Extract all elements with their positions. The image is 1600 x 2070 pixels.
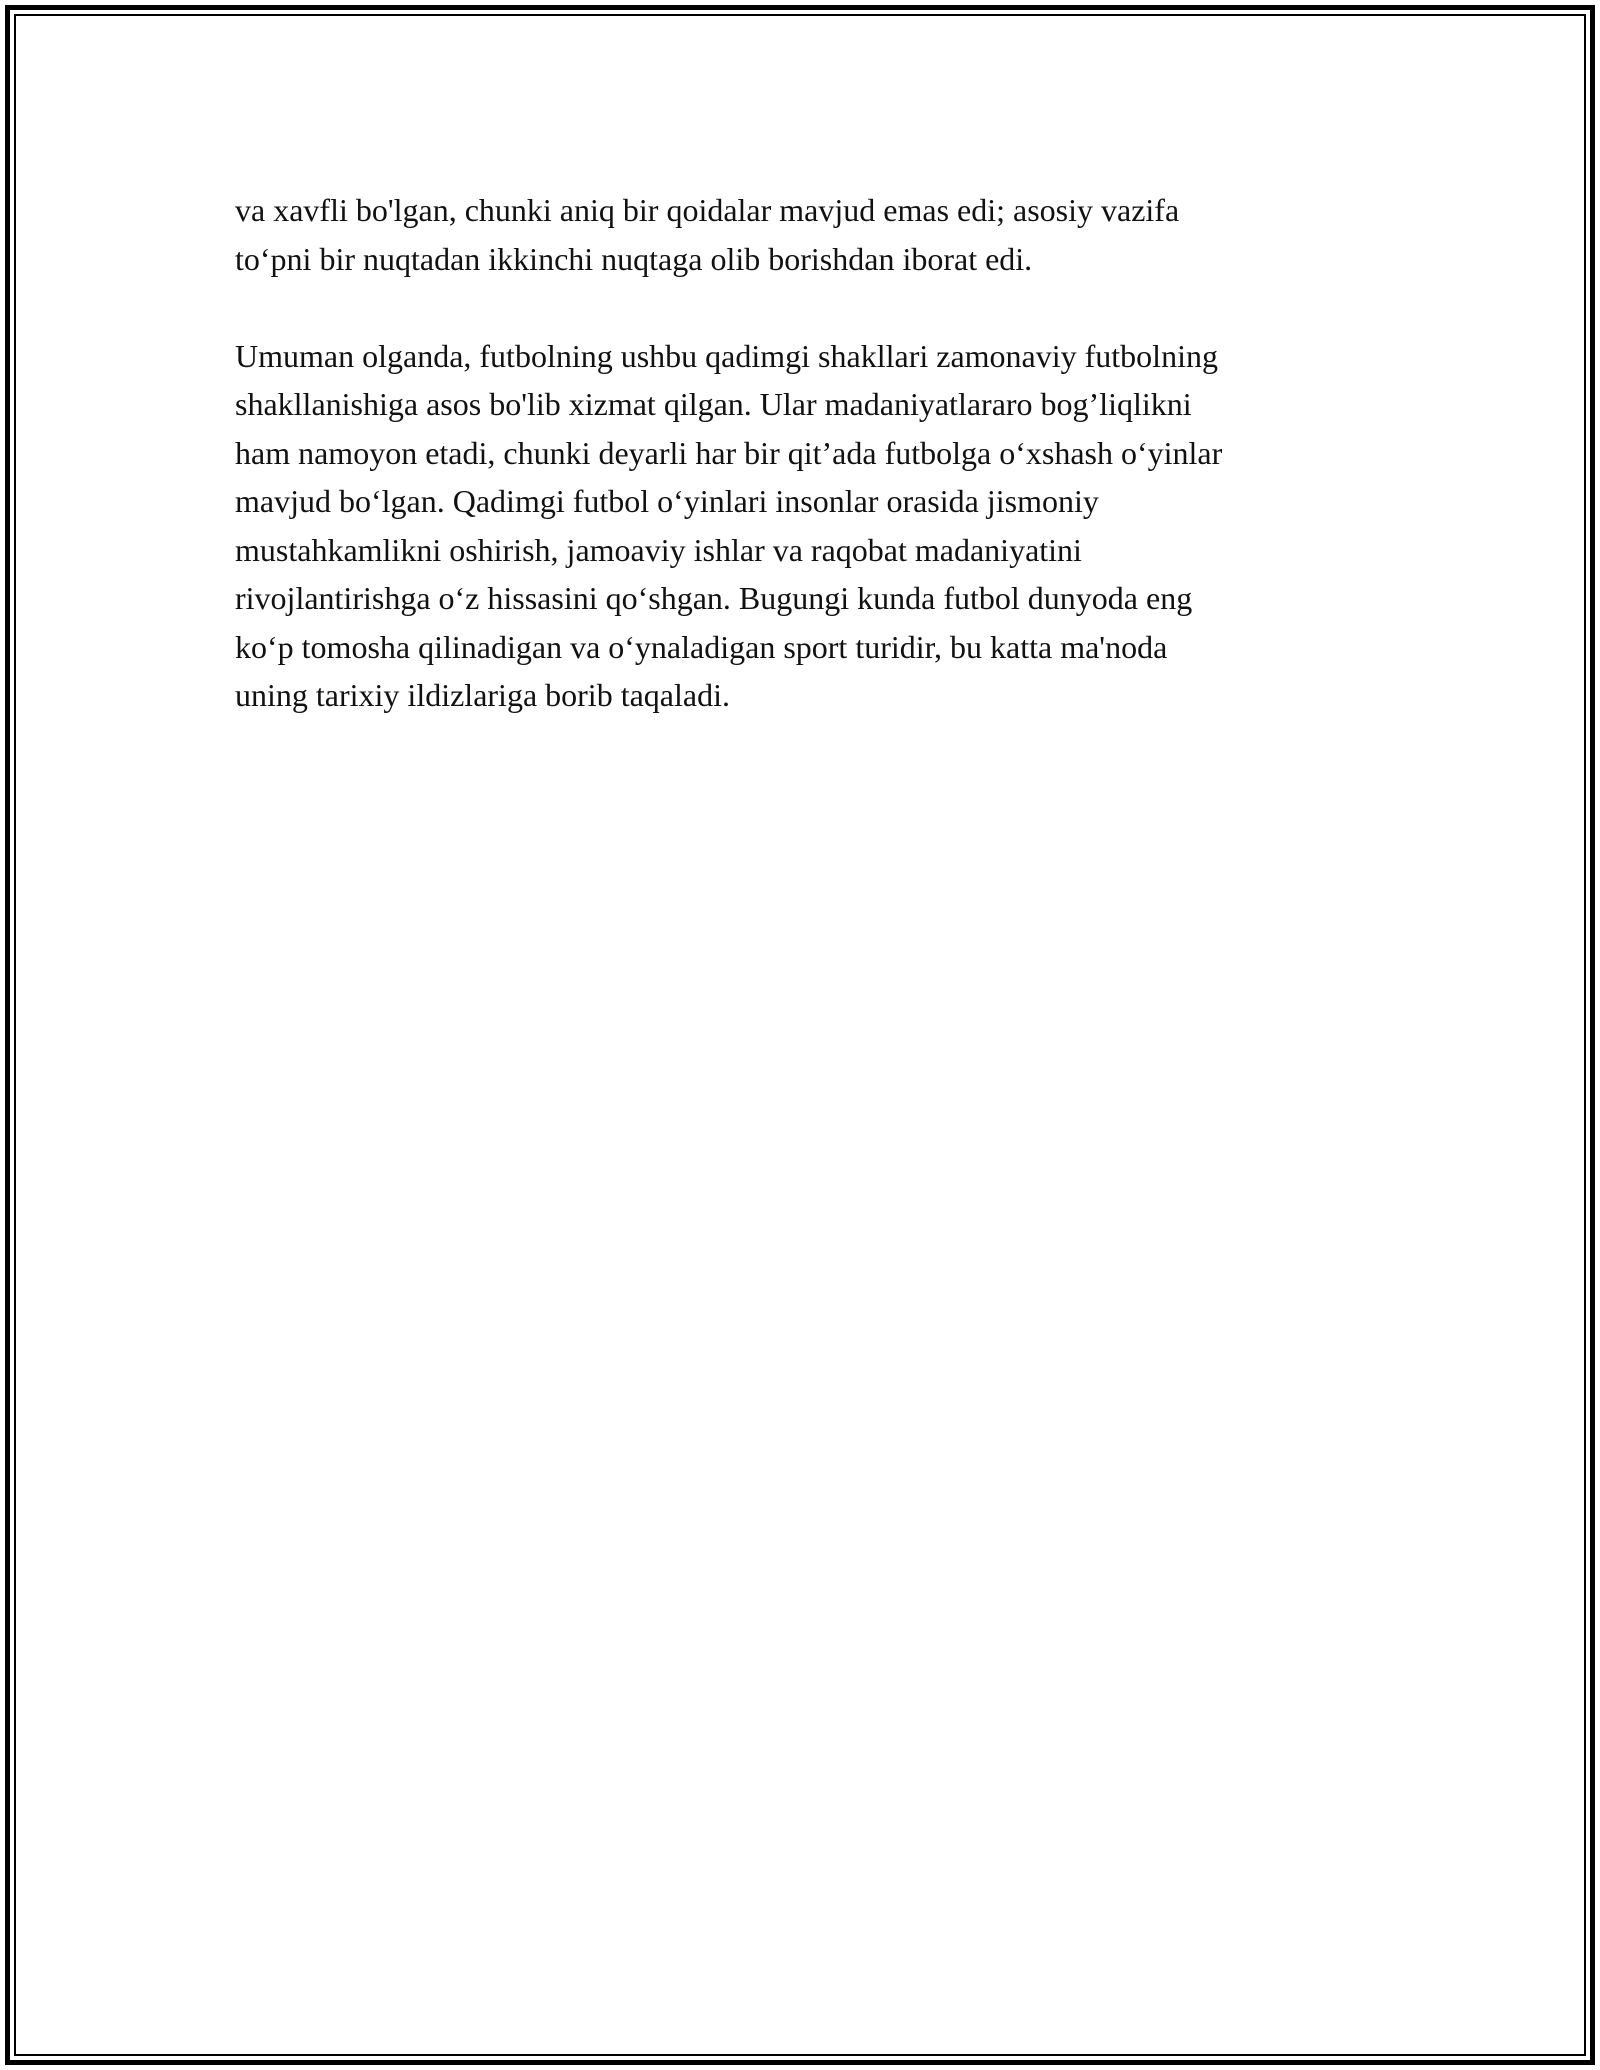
text-line: mavjud bo‘lgan. Qadimgi futbol o‘yinlari insonlar orasida jismoniy bbox=[235, 483, 1099, 519]
document-body bbox=[235, 186, 1375, 720]
text-line: uning tarixiy ildizlariga borib taqaladi. bbox=[235, 677, 730, 713]
text-line: ko‘p tomosha qilinadigan va o‘ynaladigan sport turidir, bu katta ma'noda bbox=[235, 628, 1168, 665]
paragraph-1 bbox=[235, 186, 1375, 283]
paragraph-2 bbox=[235, 332, 1375, 720]
text-line: shakllanishiga asos bo'lib xizmat qilgan. Ular madaniyatlararo bog’liqlikni bbox=[235, 386, 1192, 422]
text-line: mustahkamlikni oshirish, jamoaviy ishlar va raqobat madaniyatini bbox=[235, 531, 1082, 568]
text-line: rivojlantirishga o‘z hissasini qo‘shgan. Bugungi kunda futbol dunyoda eng bbox=[235, 580, 1193, 616]
text-line: to‘pni bir nuqtadan ikkinchi nuqtaga olib borishdan iborat edi. bbox=[235, 240, 1033, 277]
text-line: ham namoyon etadi, chunki deyarli har bir qit’ada futbolga o‘xshash o‘yinlar bbox=[235, 434, 1223, 471]
text-line: Umuman olganda, futbolning ushbu qadimgi shakllari zamonaviy futbolning bbox=[235, 337, 1218, 374]
text-line: va xavfli bo'lgan, chunki aniq bir qoidalar mavjud emas edi; asosiy vazifa bbox=[235, 192, 1180, 228]
